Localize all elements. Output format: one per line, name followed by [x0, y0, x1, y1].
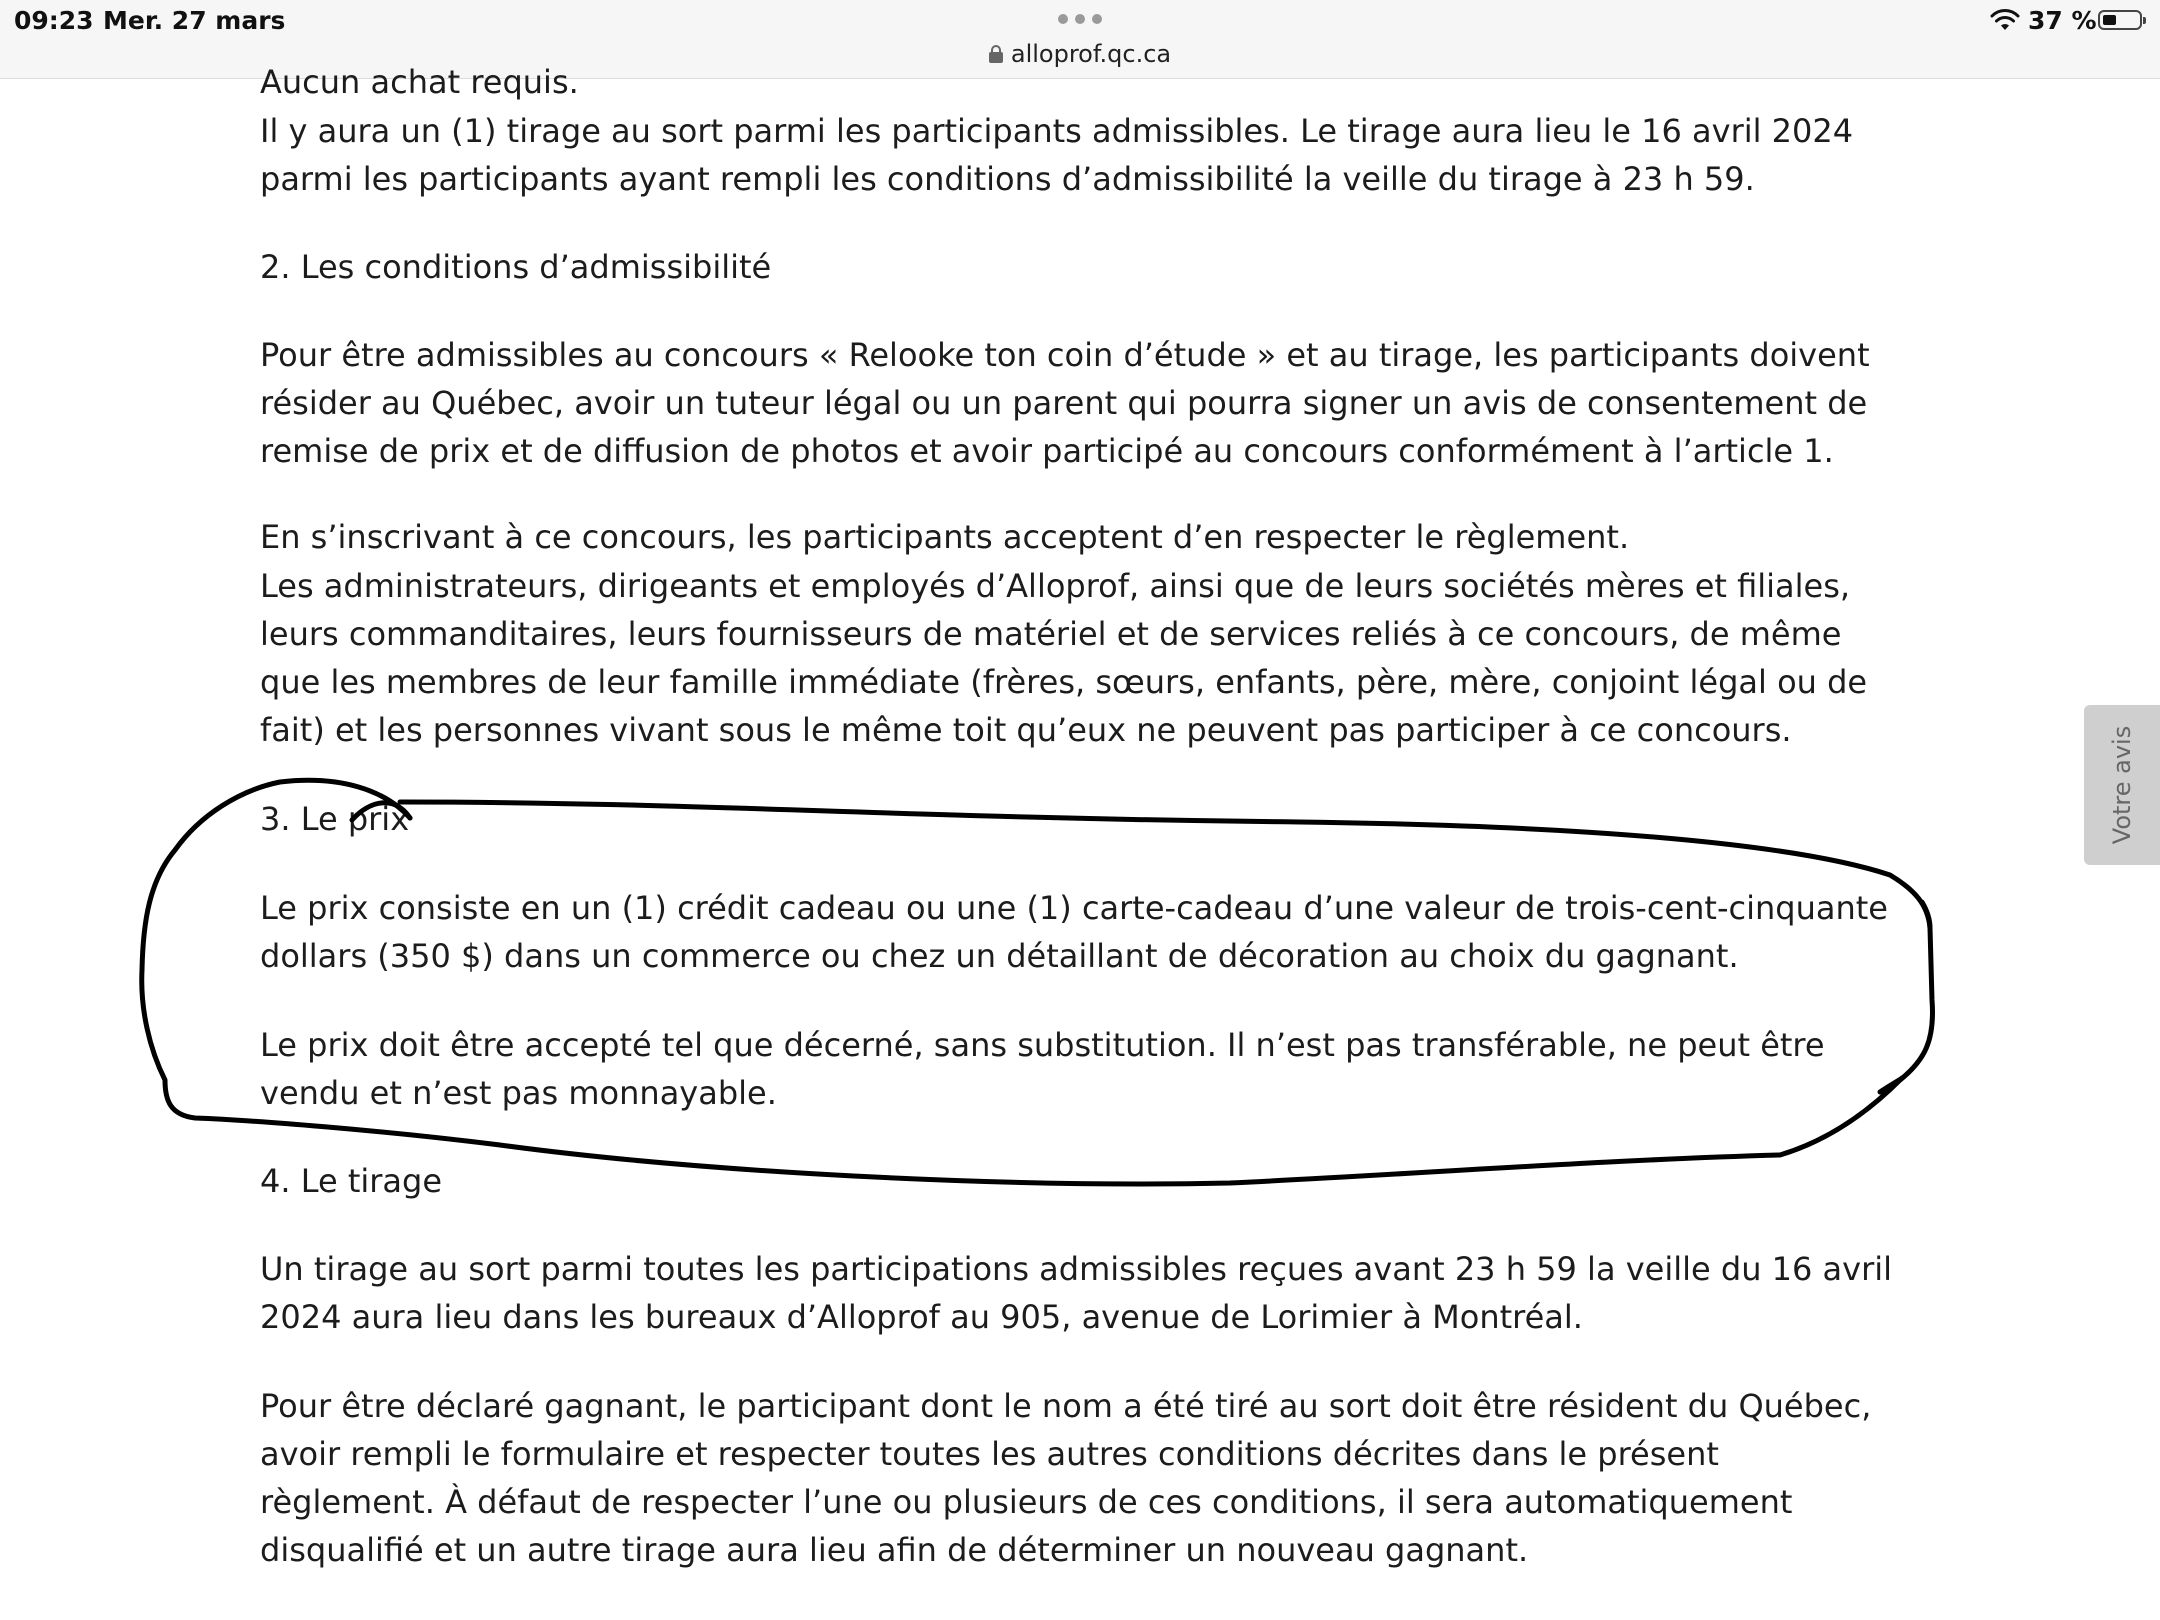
status-time: 09:23 — [14, 6, 94, 35]
section-4-heading: 4. Le tirage — [260, 1162, 443, 1200]
status-date: Mer. 27 mars — [103, 6, 286, 35]
section-2-paragraph-1: Pour être admissibles au concours « Relooke ton coin d’étude » et au tirage, les participants doivent résider au Québec, avoir un tuteur légal ou un parent qui pourra signer un avis de consentement de remise de prix et de diffusion de photos et avoir participé au concours conformément à l’article 1. — [260, 336, 1870, 470]
battery-icon — [2098, 10, 2142, 30]
section-4-paragraph-2: Pour être déclaré gagnant, le participant dont le nom a été tiré au sort doit être résident du Québec, avoir rempli le formulaire et respecter toutes les autres conditions décrites dans le présent règlement. À défaut de respecter l’une ou plusieurs de ces conditions, il sera automatiquement disqualifié et un autre tirage aura lieu afin de déterminer un nouveau gagnant. — [260, 1387, 1872, 1569]
wifi-icon — [1990, 8, 2020, 32]
section-2-heading: 2. Les conditions d’admissibilité — [260, 248, 772, 286]
battery-percentage: 37 % — [2028, 6, 2097, 35]
section-4-paragraph-1: Un tirage au sort parmi toutes les participations admissibles reçues avant 23 h 59 la veille du 16 avril 2024 aura lieu dans les bureaux d’Alloprof au 905, avenue de Lorimier à Montréal. — [260, 1250, 1893, 1336]
url-text: alloprof.qc.ca — [1010, 40, 1172, 68]
section-2-paragraph-2: En s’inscrivant à ce concours, les participants acceptent d’en respecter le règlement. — [260, 518, 1630, 556]
section-2-paragraph-3: Les administrateurs, dirigeants et employés d’Alloprof, ainsi que de leurs sociétés mères et filiales, leurs commanditaires, leurs fournisseurs de matériel et de services reliés à ce concours, de même que les membres de leur famille immédiate (frères, sœurs, enfants, père, mère, conjoint légal ou de fait) et les personnes vivant sous le même toit qu’eux ne peuvent pas participer à ce concours. — [260, 567, 1868, 749]
section-3-paragraph-2: Le prix doit être accepté tel que décerné, sans substitution. Il n’est pas transférable, ne peut être vendu et n’est pas monnayable. — [260, 1026, 1825, 1112]
clipped-paragraph: Aucun achat requis. — [260, 63, 579, 101]
article-content — [260, 0, 1900, 1620]
intro-paragraph: Il y aura un (1) tirage au sort parmi les participants admissibles. Le tirage aura lieu le 16 avril 2024 parmi les participants ayant rempli les conditions d’admissibilité la veille du tirage à 23 h 59. — [260, 112, 1854, 198]
section-3-heading: 3. Le prix — [260, 800, 410, 838]
feedback-tab[interactable] — [2084, 705, 2160, 865]
section-3-paragraph-1: Le prix consiste en un (1) crédit cadeau ou une (1) carte-cadeau d’une valeur de trois-cent-cinquante dollars (350 $) dans un commerce ou chez un détaillant de décoration au choix du gagnant. — [260, 889, 1888, 975]
feedback-tab-label: Votre avis — [2108, 725, 2136, 845]
